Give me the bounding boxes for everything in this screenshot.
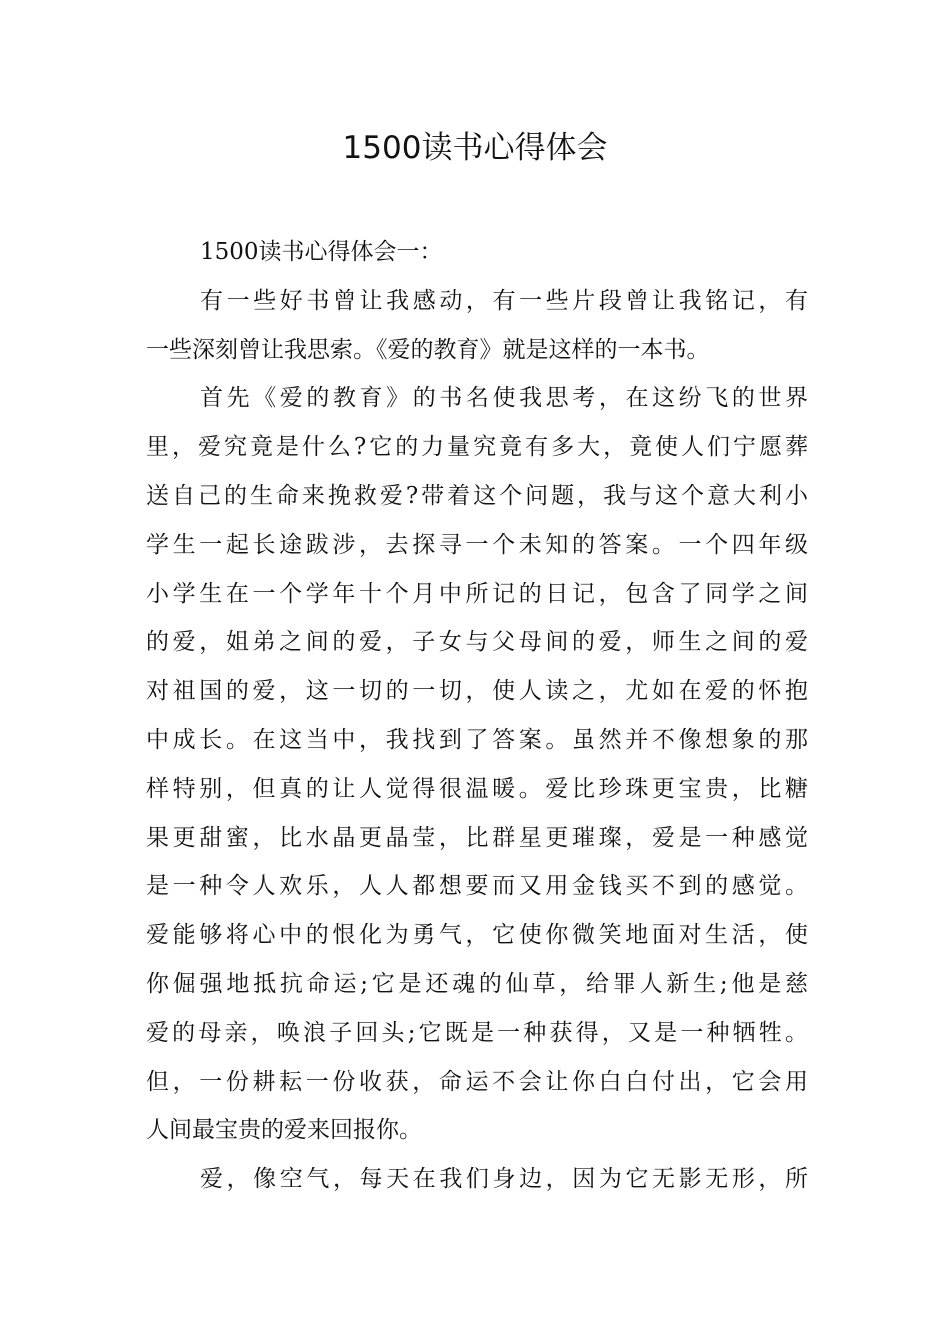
paragraph-line: 的爱，姐弟之间的爱，子女与父母间的爱，师生之间的爱 <box>146 629 808 656</box>
paragraph-line: 是一种令人欢乐，人人都想要而又用金钱买不到的感觉。 <box>146 873 808 900</box>
section-subheading: 1500读书心得体会一： <box>200 239 443 265</box>
paragraph-2 <box>146 374 808 1155</box>
paragraph-line: 里，爱究竟是什么?它的力量究竟有多大，竟使人们宁愿葬 <box>146 434 808 461</box>
document-title: 1500读书心得体会 <box>342 130 608 166</box>
paragraph-line: 人间最宝贵的爱来回报你。 <box>146 1117 422 1144</box>
paragraph-line: 首先《爱的教育》的书名使我思考，在这纷飞的世界 <box>200 385 808 412</box>
paragraph-line: 小学生在一个学年十个月中所记的日记，包含了同学之间 <box>146 580 808 607</box>
document-body <box>146 228 808 1204</box>
paragraph-line: 有一些好书曾让我感动，有一些片段曾让我铭记，有 <box>200 287 808 314</box>
paragraph-line: 一些深刻曾让我思索。《爱的教育》就是这样的一本书。 <box>146 336 710 363</box>
paragraph-line: 对祖国的爱，这一切的一切，使人读之，尤如在爱的怀抱 <box>146 678 808 705</box>
paragraph-line: 你倔强地抵抗命运;它是还魂的仙草，给罪人新生;他是慈 <box>146 970 808 997</box>
paragraph-line: 学生一起长途跋涉，去探寻一个未知的答案。一个四年级 <box>146 531 808 558</box>
paragraph-line: 果更甜蜜，比水晶更晶莹，比群星更璀璨，爱是一种感觉 <box>146 824 808 851</box>
paragraph-line: 爱能够将心中的恨化为勇气，它使你微笑地面对生活，使 <box>146 922 808 949</box>
paragraph-line: 爱的母亲，唤浪子回头;它既是一种获得，又是一种牺牲。 <box>146 1019 808 1046</box>
paragraph-line: 爱，像空气，每天在我们身边，因为它无影无形，所 <box>200 1166 808 1193</box>
paragraph-line: 中成长。在这当中，我找到了答案。虽然并不像想象的那 <box>146 726 808 753</box>
paragraph-line: 送自己的生命来挽救爱?带着这个问题，我与这个意大利小 <box>146 482 808 509</box>
paragraph-line: 样特别，但真的让人觉得很温暖。爱比珍珠更宝贵，比糖 <box>146 775 808 802</box>
paragraph-line: 但，一份耕耘一份收获，命运不会让你白白付出，它会用 <box>146 1068 808 1095</box>
paragraph-1 <box>146 277 808 375</box>
paragraph-3 <box>146 1155 808 1204</box>
